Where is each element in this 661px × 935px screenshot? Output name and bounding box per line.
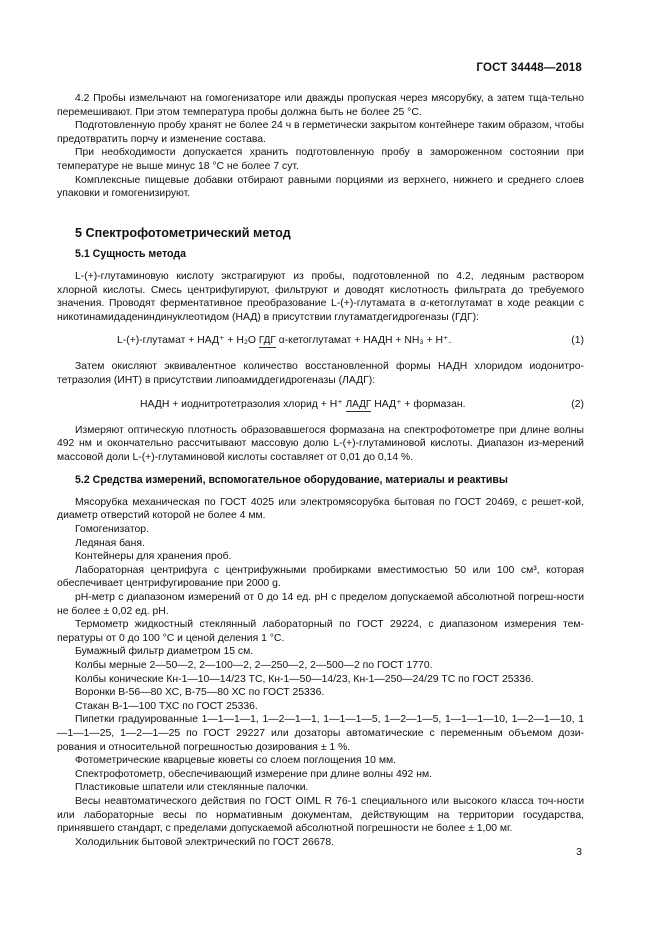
equipment-item: pH-метр с диапазоном измерений от 0 до 14 ед. pH с пределом допускаемой абсолютной погреш-ности не более ± 0,02 ед. pH.: [57, 592, 584, 617]
method-essence-paragraph-1: L-(+)-глутаминовую кислоту экстрагируют из пробы, подготовленной по 4.2, ледяным раствором хлорной кислоты. Смесь центрифугируют, фильтруют и доводят кислотность фильтрата до требуемого значения. Проводят ферментативное преобразование L-(+)-глутамата в α-кетоглутамат в ходе реакции с никотинамидадениндинуклеотидом (НАД) в присутствии глутаматдегидрогеназы (ГДГ):: [57, 270, 584, 323]
page-number: 3: [576, 846, 582, 858]
equation-1-left: L-(+)-глутамат + НАД⁺ + Н₂О: [117, 335, 259, 347]
equipment-item: Термометр жидкостный стеклянный лабораторный по ГОСТ 29224, с диапазоном измерения тем-пературы от 0 до 100 °С и ценой деления 1 °С.: [57, 619, 584, 644]
equipment-item: Лабораторная центрифуга с центрифужными пробирками вместимостью 50 или 100 см³, которая обеспечивает центрифугирование при 2000 g.: [57, 564, 584, 590]
equipment-item: Воронки В-56—80 ХС, В-75—80 ХС по ГОСТ 25336.: [75, 687, 325, 699]
equipment-item: Гомогенизатор.: [75, 524, 149, 536]
section-5-1-title: 5.1 Сущность метода: [75, 248, 187, 261]
equation-2-number: (2): [571, 398, 584, 410]
equation-2-enzyme: ЛАДГ: [345, 398, 372, 410]
intro-paragraph-4: Комплексные пищевые добавки отбирают равными порциями из верхнего, нижнего и среднего слоев упаковки и гомогенизируют.: [57, 174, 584, 200]
equation-2-left: НАДН + иоднитротетразолия хлорид + Н⁺: [140, 398, 346, 410]
equation-1-number: (1): [571, 335, 584, 347]
document-body: [57, 92, 584, 849]
document-header: ГОСТ 34448—2018: [476, 62, 582, 74]
equipment-item: Ледяная баня.: [75, 537, 145, 549]
equipment-item: Холодильник бытовой электрический по ГОСТ 26678.: [75, 836, 335, 848]
method-essence-paragraph-2: Затем окисляют эквивалентное количество восстановленной формы НАДН хлоридом иодонитро-тетразолия (ИНТ) в присутствии липоамиддегидрогеназы (ЛАДГ):: [57, 361, 584, 386]
section-5-title: 5 Спектрофотометрический метод: [75, 225, 291, 240]
equipment-item: Весы неавтоматического действия по ГОСТ OIML R 76-1 специального или высокого класса точ-ности или лабораторные весы по нормативным документам, действующим на территории государства, принявшего стандарт, с пределами допускаемой абсолютной погрешности не более ± 1,00 мг.: [57, 795, 584, 835]
equation-1-enzyme: ГДГ: [258, 335, 276, 347]
equipment-item: Мясорубка механическая по ГОСТ 4025 или электромясорубка бытовая по ГОСТ 20469, с решет-кой, диаметр отверстий которой не более 4 мм.: [57, 496, 584, 522]
equipment-item: Пипетки градуированные 1—1—1—1, 1—2—1—1, 1—1—1—5, 1—2—1—5, 1—1—1—10, 1—2—1—10, 1—1—1—25, 1—2—1—25 по ГОСТ 29227 или дозаторы автоматические с переменным объемом дози-рования и относительной погрешностью дозирования ± 1 %.: [57, 714, 584, 753]
equipment-item: Стакан В-1—100 ТХС по ГОСТ 25336.: [75, 700, 258, 712]
equipment-item: Спектрофотометр, обеспечивающий измерение при длине волны 492 нм.: [75, 768, 432, 780]
equipment-item: Пластиковые шпатели или стеклянные палочки.: [75, 782, 309, 794]
equation-1: [57, 334, 584, 348]
equation-2-right: НАД⁺ + формазан.: [371, 398, 466, 410]
equation-2: [57, 398, 584, 412]
equipment-item: Бумажный фильтр диаметром 15 см.: [75, 646, 254, 658]
section-5-2-title: 5.2 Средства измерений, вспомогательное оборудование, материалы и реактивы: [75, 474, 508, 487]
equipment-item: Колбы конические Кн-1—10—14/23 ТС, Кн-1—50—14/23, Кн-1—250—24/29 ТС по ГОСТ 25336.: [75, 673, 534, 685]
intro-paragraph-2: Подготовленную пробу хранят не более 24 ч в герметически закрытом контейнере таким образом, чтобы предотвратить порчу и изменение состава.: [57, 120, 585, 145]
equipment-item: Контейнеры для хранения проб.: [75, 551, 232, 563]
equation-1-right: α-кетоглутамат + НАДН + NH₃ + Н⁺.: [275, 335, 452, 347]
intro-paragraph-3: При необходимости допускается хранить подготовленную пробу в замороженном состоянии при температуре не выше минус 18 °С не более 7 сут.: [57, 147, 584, 172]
equipment-item: Колбы мерные 2—50—2, 2—100—2, 2—250—2, 2—500—2 по ГОСТ 1770.: [75, 660, 433, 671]
intro-paragraph-1: 4.2 Пробы измельчают на гомогенизаторе или дважды пропуская через мясорубку, а затем тща-тельно перемешивают. При этом температура пробы должна быть не более 25 °С.: [57, 93, 584, 118]
method-essence-paragraph-3: Измеряют оптическую плотность образовавшегося формазана на спектрофотометре при длине волны 492 нм и окончательно рассчитывают массовую долю L-(+)-глутаминовой кислоты. Диапазон из-мерений массовой доли L-(+)-глутаминовой кислоты составляет от 0,01 до 0,14 %.: [57, 424, 584, 463]
equipment-item: Фотометрические кварцевые кюветы со слоем поглощения 10 мм.: [75, 755, 397, 767]
